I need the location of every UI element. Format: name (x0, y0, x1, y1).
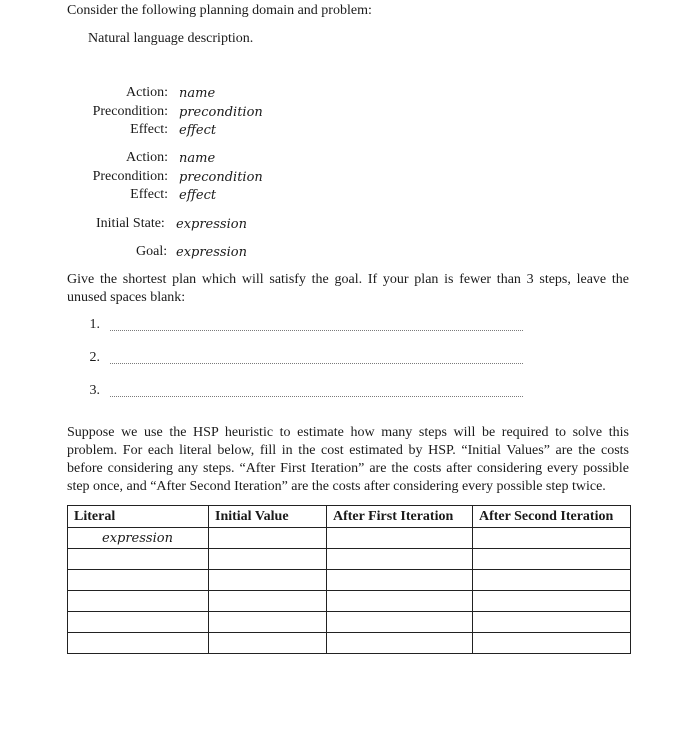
initial-state-label: Initial State: (96, 216, 165, 231)
action-2-effect-label: Effect: (130, 187, 168, 202)
first-iteration-cell[interactable] (327, 633, 473, 654)
second-iteration-cell[interactable] (473, 633, 631, 654)
first-iteration-cell[interactable] (327, 549, 473, 570)
first-iteration-cell[interactable] (327, 570, 473, 591)
initial-value-cell[interactable] (209, 528, 327, 549)
action-2-precondition-label: Precondition: (92, 169, 168, 184)
initial-value-cell[interactable] (209, 612, 327, 633)
column-header-literal: Literal (68, 506, 209, 528)
plan-step-number: 3. (89, 383, 100, 398)
literal-cell[interactable] (68, 612, 209, 633)
action-1-name: name (179, 86, 216, 101)
literal-cell[interactable] (68, 591, 209, 612)
initial-value-cell[interactable] (209, 570, 327, 591)
action-2-precondition: precondition (179, 170, 263, 185)
first-iteration-cell[interactable] (327, 528, 473, 549)
action-1-label: Action: (126, 85, 168, 100)
action-2-name: name (179, 151, 216, 166)
goal-value: expression (176, 245, 247, 260)
first-iteration-cell[interactable] (327, 612, 473, 633)
column-header-after-second-iteration: After Second Iteration (473, 506, 631, 528)
plan-step-number: 2. (89, 350, 100, 365)
action-2-effect: effect (179, 188, 217, 203)
table-row (68, 612, 631, 633)
second-iteration-cell[interactable] (473, 591, 631, 612)
second-iteration-cell[interactable] (473, 549, 631, 570)
first-iteration-cell[interactable] (327, 591, 473, 612)
initial-value-cell[interactable] (209, 591, 327, 612)
action-1-precondition: precondition (179, 105, 263, 120)
column-header-initial-value: Initial Value (209, 506, 327, 528)
initial-state-value: expression (176, 217, 247, 232)
intro-text: Consider the following planning domain and problem: (67, 3, 372, 18)
plan-step-3-blank[interactable] (110, 396, 523, 397)
goal-label: Goal: (136, 244, 168, 259)
second-iteration-cell[interactable] (473, 612, 631, 633)
action-1-precondition-label: Precondition: (92, 104, 168, 119)
action-2-label: Action: (126, 150, 168, 165)
table-row (68, 528, 631, 549)
initial-value-cell[interactable] (209, 549, 327, 570)
second-iteration-cell[interactable] (473, 528, 631, 549)
table-header-row (68, 506, 631, 528)
action-1-effect-label: Effect: (130, 122, 168, 137)
plan-prompt: Give the shortest plan which will satisfy the goal. If your plan is fewer than 3 steps, leave the unused spaces blank: (67, 272, 629, 305)
domain-description: Natural language description. (88, 31, 254, 46)
table-row (68, 549, 631, 570)
literal-cell: expression (68, 528, 209, 549)
hsp-prompt: Suppose we use the HSP heuristic to estimate how many steps will be required to solve this problem. For each literal below, fill in the cost estimated by HSP. “Initial Values” are the costs before considering any steps. “After First Iteration” are the costs after considering every possible step once, and “After Second Iteration” are the costs after considering every possible step twice. (67, 425, 629, 494)
table-row (68, 570, 631, 591)
table-row (68, 591, 631, 612)
initial-value-cell[interactable] (209, 633, 327, 654)
plan-step-1-blank[interactable] (110, 330, 523, 331)
table-row (68, 633, 631, 654)
second-iteration-cell[interactable] (473, 570, 631, 591)
literal-cell[interactable] (68, 549, 209, 570)
hsp-cost-table (67, 505, 631, 654)
action-1-effect: effect (179, 123, 217, 138)
plan-step-2-blank[interactable] (110, 363, 523, 364)
literal-cell[interactable] (68, 633, 209, 654)
column-header-after-first-iteration: After First Iteration (327, 506, 473, 528)
literal-cell[interactable] (68, 570, 209, 591)
plan-step-number: 1. (89, 317, 100, 332)
